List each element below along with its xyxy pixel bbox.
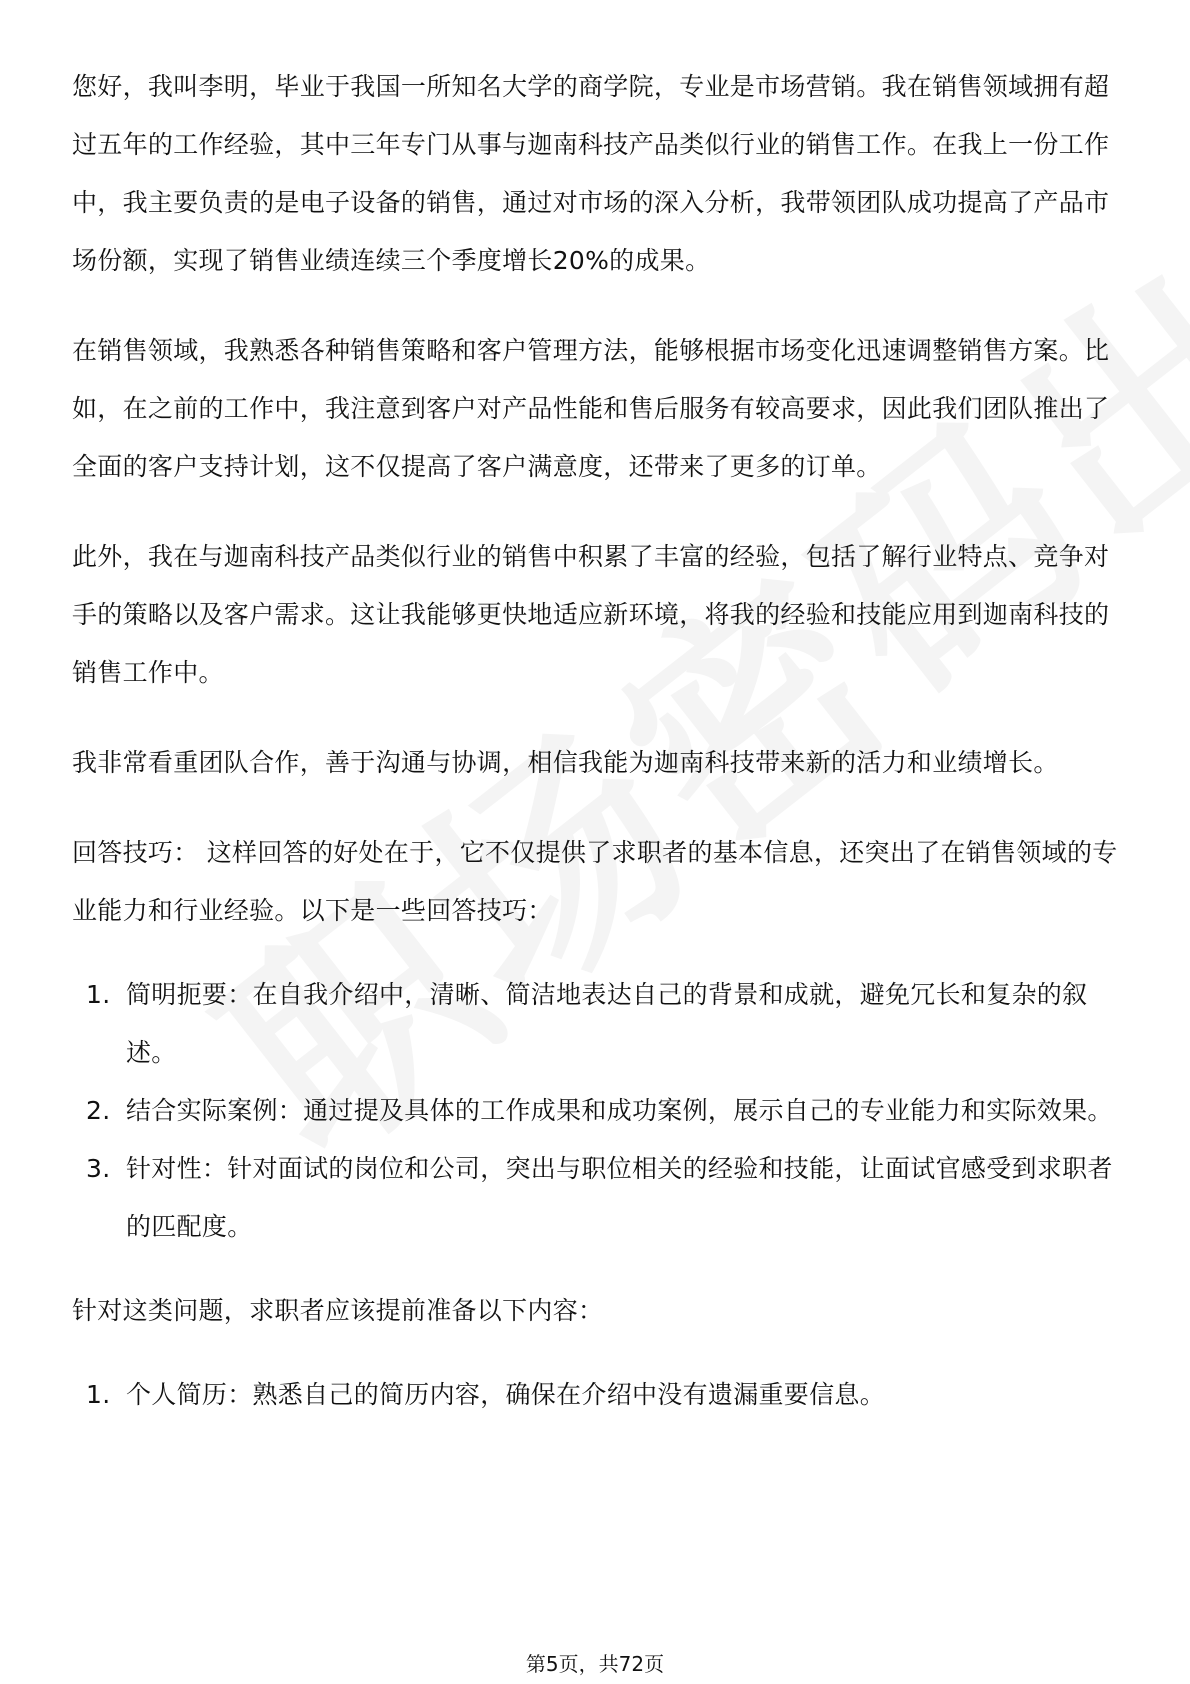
- paragraph-teamwork: 我非常看重团队合作，善于沟通与协调，相信我能为迦南科技带来新的活力和业绩增长。: [72, 748, 1059, 777]
- paragraph-sales-skills: 在销售领域，我熟悉各种销售策略和客户管理方法，能够根据市场变化迅速调整销售方案。比如，在之前的工作中，我注意到客户对产品性能和售后服务有较高要求，因此我们团队推出了全面的客户支持计划，这不仅提高了客户满意度，还带来了更多的订单。: [72, 336, 1110, 481]
- paragraph-intro: 您好，我叫李明，毕业于我国一所知名大学的商学院，专业是市场营销。我在销售领域拥有超过五年的工作经验，其中三年专门从事与迦南科技产品类似行业的销售工作。在我上一份工作中，我主要负责的是电子设备的销售，通过对市场的深入分析，我带领团队成功提高了产品市场份额，实现了销售业绩连续三个季度增长20%的成果。: [72, 72, 1110, 275]
- tips-list: [72, 966, 1132, 1256]
- list-item-number: 3.: [86, 1154, 111, 1183]
- list-item-number: 1.: [86, 980, 111, 1009]
- paragraph-industry-experience: 此外，我在与迦南科技产品类似行业的销售中积累了丰富的经验，包括了解行业特点、竞争对手的策略以及客户需求。这让我能够更快地适应新环境，将我的经验和技能应用到迦南科技的销售工作中。: [72, 542, 1110, 687]
- list-item: [72, 1082, 1132, 1140]
- list-item-number: 2.: [86, 1096, 111, 1125]
- list-item-text: 个人简历：熟悉自己的简历内容，确保在介绍中没有遗漏重要信息。: [126, 1380, 886, 1409]
- list-item-text: 简明扼要：在自我介绍中，清晰、简洁地表达自己的背景和成就，避免冗长和复杂的叙述。: [126, 980, 1088, 1067]
- prep-list: [72, 1366, 1132, 1424]
- list-item-number: 1.: [86, 1380, 111, 1409]
- list-item: [72, 1366, 1132, 1424]
- page-number: 第5页，共72页: [525, 1652, 665, 1676]
- page-content: [72, 58, 1132, 1450]
- list-item: [72, 1140, 1132, 1256]
- paragraph-prep-intro: 针对这类问题，求职者应该提前准备以下内容：: [72, 1296, 604, 1325]
- paragraph-answer-tips: 回答技巧： 这样回答的好处在于，它不仅提供了求职者的基本信息，还突出了在销售领域的专业能力和行业经验。以下是一些回答技巧：: [72, 838, 1118, 925]
- list-item-text: 结合实际案例：通过提及具体的工作成果和成功案例，展示自己的专业能力和实际效果。: [126, 1096, 1113, 1125]
- list-item-text: 针对性：针对面试的岗位和公司，突出与职位相关的经验和技能，让面试官感受到求职者的匹配度。: [126, 1154, 1113, 1241]
- list-item: [72, 966, 1132, 1082]
